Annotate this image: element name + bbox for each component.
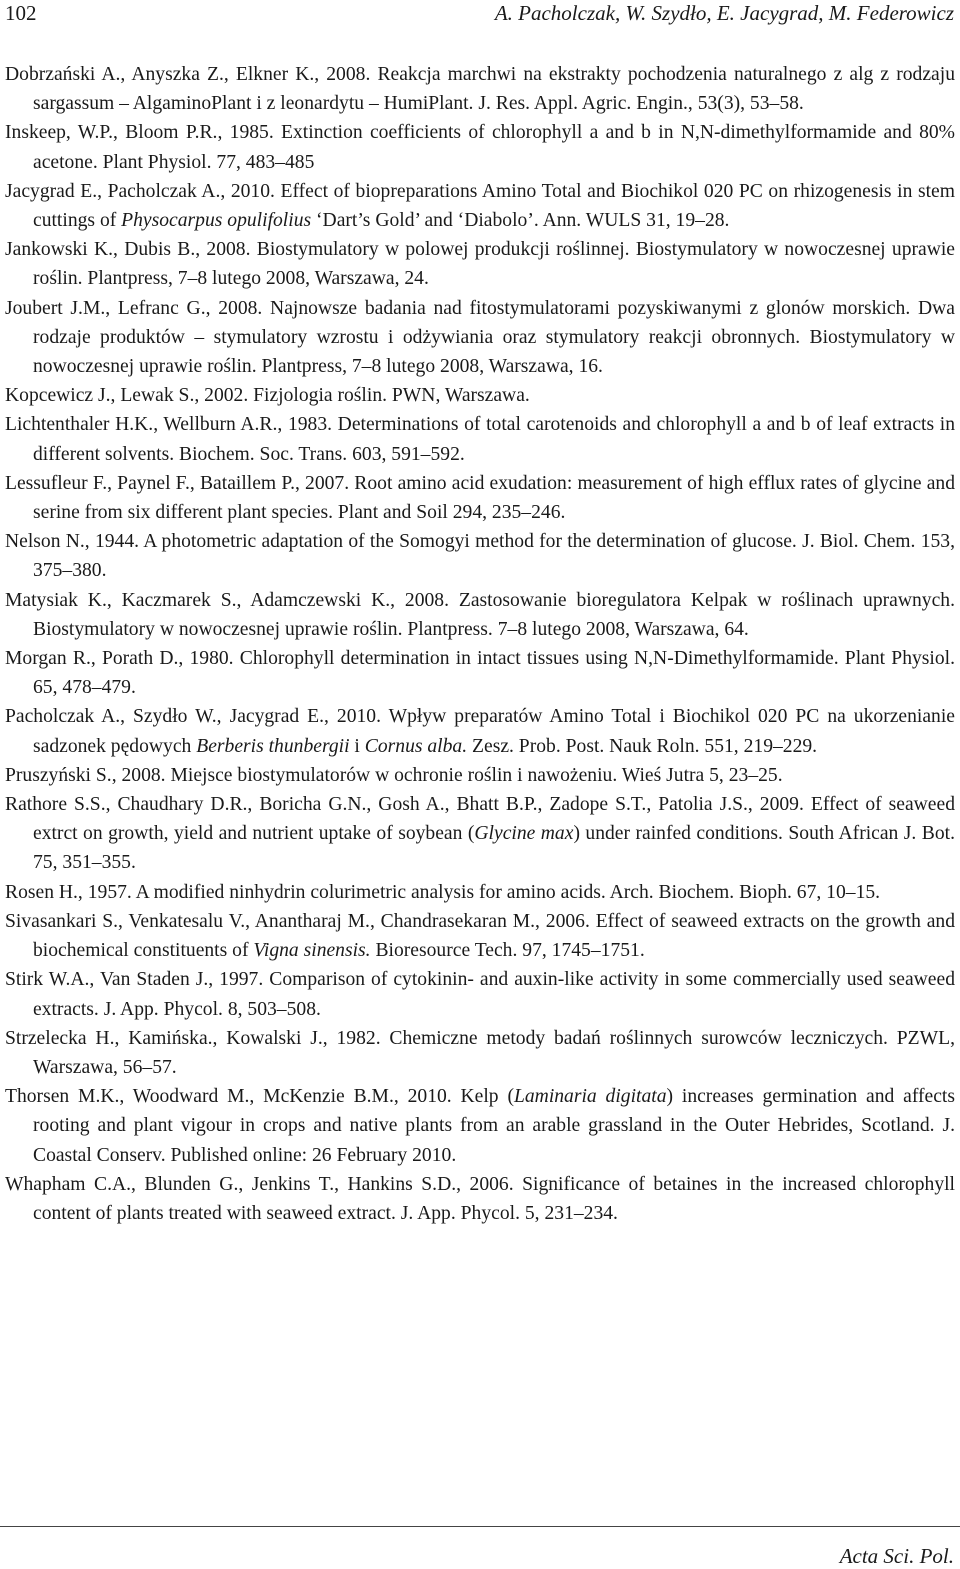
reference-list	[5, 60, 955, 1228]
reference-entry: Thorsen M.K., Woodward M., McKenzie B.M., 2010. Kelp (Laminaria digitata) increases germination and affects rooting and plant vigour in crops and native plants from an arable grassland in the Outer Hebrides, Scotland. J. Coastal Conserv. Published online: 26 February 2010.	[5, 1086, 955, 1166]
reference-entry: Lichtenthaler H.K., Wellburn A.R., 1983. Determinations of total carotenoids and chlorophyll a and b of leaf extracts in different solvents. Biochem. Soc. Trans. 603, 591–592.	[5, 414, 955, 465]
reference-entry: Pacholczak A., Szydło W., Jacygrad E., 2010. Wpływ preparatów Amino Total i Biochikol 020 PC na ukorzenianie sadzonek pędowych Berberis thunbergii i Cornus alba. Zesz. Prob. Post. Nauk Roln. 551, 219–229.	[5, 706, 955, 757]
reference-entry: Kopcewicz J., Lewak S., 2002. Fizjologia roślin. PWN, Warszawa.	[5, 385, 530, 407]
reference-entry: Joubert J.M., Lefranc G., 2008. Najnowsze badania nad fitostymulatorami pozyskiwanymi z glonów morskich. Dwa rodzaje produktów – stymulatory wzrostu i odżywiania oraz stymulatory reakcji obronnych. Biostymulatory w nowoczesnej uprawie roślin. Plantpress, 7–8 lutego 2008, Warszawa, 16.	[5, 297, 955, 378]
reference-entry: Morgan R., Porath D., 1980. Chlorophyll determination in intact tissues using N,N-Dimethylformamide. Plant Physiol. 65, 478–479.	[5, 648, 955, 699]
reference-entry: Sivasankari S., Venkatesalu V., Anantharaj M., Chandrasekaran M., 2006. Effect of seaweed extracts on the growth and biochemical constituents of Vigna sinensis. Bioresource Tech. 97, 1745–1751.	[5, 910, 955, 962]
reference-entry: Matysiak K., Kaczmarek S., Adamczewski K., 2008. Zastosowanie bioregulatora Kelpak w roślinach uprawnych. Biostymulatory w nowoczesnej uprawie roślin. Plantpress. 7–8 lutego 2008, Warszawa, 64.	[5, 589, 955, 640]
reference-entry: Jacygrad E., Pacholczak A., 2010. Effect of biopreparations Amino Total and Biochikol 020 PC on rhizogenesis in stem cuttings of Physocarpus opulifolius ‘Dart’s Gold’ and ‘Diabolo’. Ann. WULS 31, 19–28.	[5, 180, 955, 232]
footer-divider	[0, 1526, 960, 1527]
reference-entry: Stirk W.A., Van Staden J., 1997. Comparison of cytokinin- and auxin-like activity in some commercially used seaweed extracts. J. App. Phycol. 8, 503–508.	[5, 969, 955, 1020]
reference-entry: Strzelecka H., Kamińska., Kowalski J., 1982. Chemiczne metody badań roślinnych surowców leczniczych. PZWL, Warszawa, 56–57.	[5, 1027, 955, 1078]
reference-entry: Rosen H., 1957. A modified ninhydrin colurimetric analysis for amino acids. Arch. Biochem. Bioph. 67, 10–15.	[5, 881, 881, 903]
running-header	[0, 0, 960, 40]
page-number: 102	[5, 1, 37, 25]
journal-name: Acta Sci. Pol.	[839, 1544, 954, 1568]
reference-entry: Jankowski K., Dubis B., 2008. Biostymulatory w polowej produkcji roślinnej. Biostymulatory w nowoczesnej uprawie roślin. Plantpress, 7–8 lutego 2008, Warszawa, 24.	[5, 239, 955, 290]
running-authors: A. Pacholczak, W. Szydło, E. Jacygrad, M. Federowicz	[494, 1, 954, 25]
reference-entry: Lessufleur F., Paynel F., Bataillem P., 2007. Root amino acid exudation: measurement of high efflux rates of glycine and serine from six different plant species. Plant and Soil 294, 235–246.	[5, 472, 955, 524]
reference-entry: Pruszyński S., 2008. Miejsce biostymulatorów w ochronie roślin i nawożeniu. Wieś Jutra 5, 23–25.	[5, 764, 783, 786]
reference-entry: Dobrzański A., Anyszka Z., Elkner K., 2008. Reakcja marchwi na ekstrakty pochodzenia naturalnego z alg z rodzaju sargassum – AlgaminoPlant i z leonardytu – HumiPlant. J. Res. Appl. Agric. Engin., 53(3), 53–58.	[5, 64, 955, 115]
reference-entry: Nelson N., 1944. A photometric adaptation of the Somogyi method for the determination of glucose. J. Biol. Chem. 153, 375–380.	[5, 531, 955, 582]
reference-entry: Whapham C.A., Blunden G., Jenkins T., Hankins S.D., 2006. Significance of betaines in the increased chlorophyll content of plants treated with seaweed extract. J. App. Phycol. 5, 231–234.	[5, 1173, 955, 1224]
reference-entry: Rathore S.S., Chaudhary D.R., Boricha G.N., Gosh A., Bhatt B.P., Zadope S.T., Patolia J.S., 2009. Effect of seaweed extrct on growth, yield and nutrient uptake of soybean (Glycine max) under rainfed conditions. South African J. Bot. 75, 351–355.	[5, 794, 955, 874]
reference-entry: Inskeep, W.P., Bloom P.R., 1985. Extinction coefficients of chlorophyll a and b in N,N-dimethylformamide and 80% acetone. Plant Physiol. 77, 483–485	[5, 122, 955, 173]
